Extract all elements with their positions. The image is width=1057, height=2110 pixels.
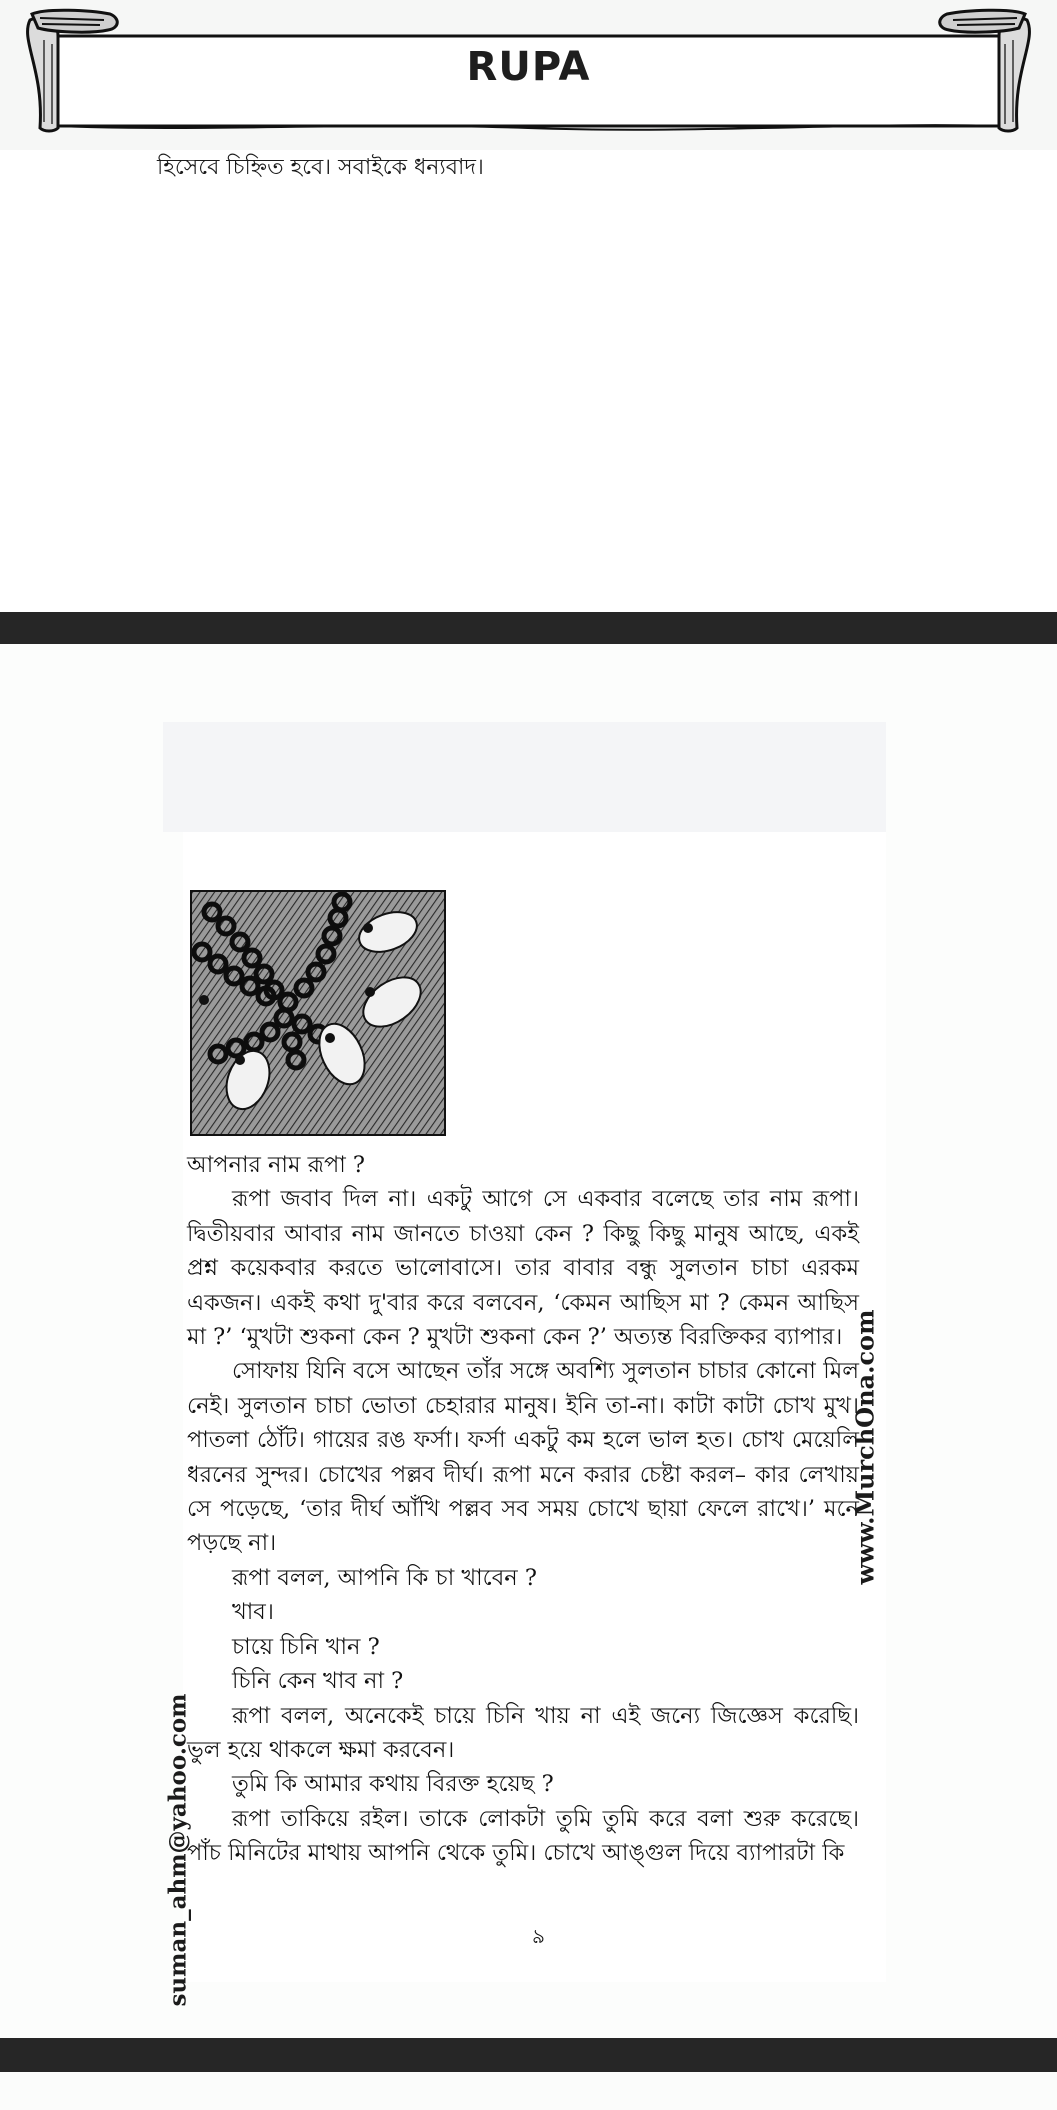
paragraph: তুমি কি আমার কথায় বিরক্ত হয়েছ ? xyxy=(232,1771,554,1798)
watermark-email xyxy=(158,1590,198,2110)
header-banner xyxy=(0,0,1057,150)
page-divider xyxy=(0,612,1057,644)
page-title: RUPA xyxy=(466,44,591,90)
paragraph: রূপা জবাব দিল না। একটু আগে সে একবার বলেছে তার নাম রূপা। দ্বিতীয়বার আবার নাম জানতে চাওয়া কেন ? কিছু কিছু মানুষ আছে, একই প্রশ্ন কয়েকবার করতে ভালোবাসে। তার বাবার বন্ধু সুলতান চাচা এরকম একজন। একই কথা দু'বার করে বলবেন, ‘কেমন আছিস মা ? কেমন আছিস মা ?’ ‘মুখটা শুকনা কেন ? মুখটা শুকনা কেন ?’ অত্যন্ত বিরক্তিকর ব্যাপার। xyxy=(187,1186,859,1351)
paragraph: রূপা তাকিয়ে রইল। তাকে লোকটা তুমি তুমি করে বলা শুরু করেছে। পাঁচ মিনিটের মাথায় আপনি থেকে তুমি। চোখে আঙ্গুল দিয়ে ব্যাপারটা কি xyxy=(187,1805,859,1867)
paragraph: চায়ে চিনি খান ? xyxy=(232,1633,380,1660)
paragraph: আপনার নাম রূপা ? xyxy=(187,1152,365,1178)
page-top-margin xyxy=(163,722,886,832)
previous-page-last-line: হিসেবে চিহ্নিত হবে। সবাইকে ধন্যবাদ। xyxy=(157,155,484,180)
book-page xyxy=(0,644,1057,2038)
paragraph: রূপা বলল, আপনি কি চা খাবেন ? xyxy=(232,1564,537,1591)
paragraph: খাব। xyxy=(232,1599,274,1626)
previous-page xyxy=(0,150,1057,612)
page-number: ৯ xyxy=(532,1924,545,1948)
watermark-website-text: www.MurchOna.com xyxy=(850,1309,880,1585)
paragraph: সোফায় যিনি বসে আছেন তাঁর সঙ্গে অবশ্যি সুলতান চাচার কোনো মিল নেই। সুলতান চাচা ভোতা চেহারার মানুষ। ইনি তা-না। কাটা কাটা চোখ মুখ। পাতলা ঠোঁট। গায়ের রঙ ফর্সা। ফর্সা একটু কম হলে ভাল হত। চোখ মেয়েলি ধরনের সুন্দর। চোখের পল্লব দীর্ঘ। রূপা মনে করার চেষ্টা করল– কার লেখায় সে পড়েছে, ‘তার দীর্ঘ আঁখি পল্লব সব সময় চোখে ছায়া ফেলে রাখে।’ মনে পড়ছে না। xyxy=(187,1358,859,1557)
chain-flowers-illustration xyxy=(190,890,446,1136)
page-divider xyxy=(0,2038,1057,2072)
paragraph: রূপা বলল, অনেকেই চায়ে চিনি খায় না এই জন্যে জিজ্ঞেস করেছি। ভুল হয়ে থাকলে ক্ষমা করবেন। xyxy=(187,1702,859,1763)
watermark-website xyxy=(845,1192,885,1702)
paragraph: চিনি কেন খাব না ? xyxy=(232,1668,404,1695)
watermark-email-text: suman_ahm@yahoo.com xyxy=(164,1693,192,2007)
page-body-text xyxy=(187,1148,859,1871)
